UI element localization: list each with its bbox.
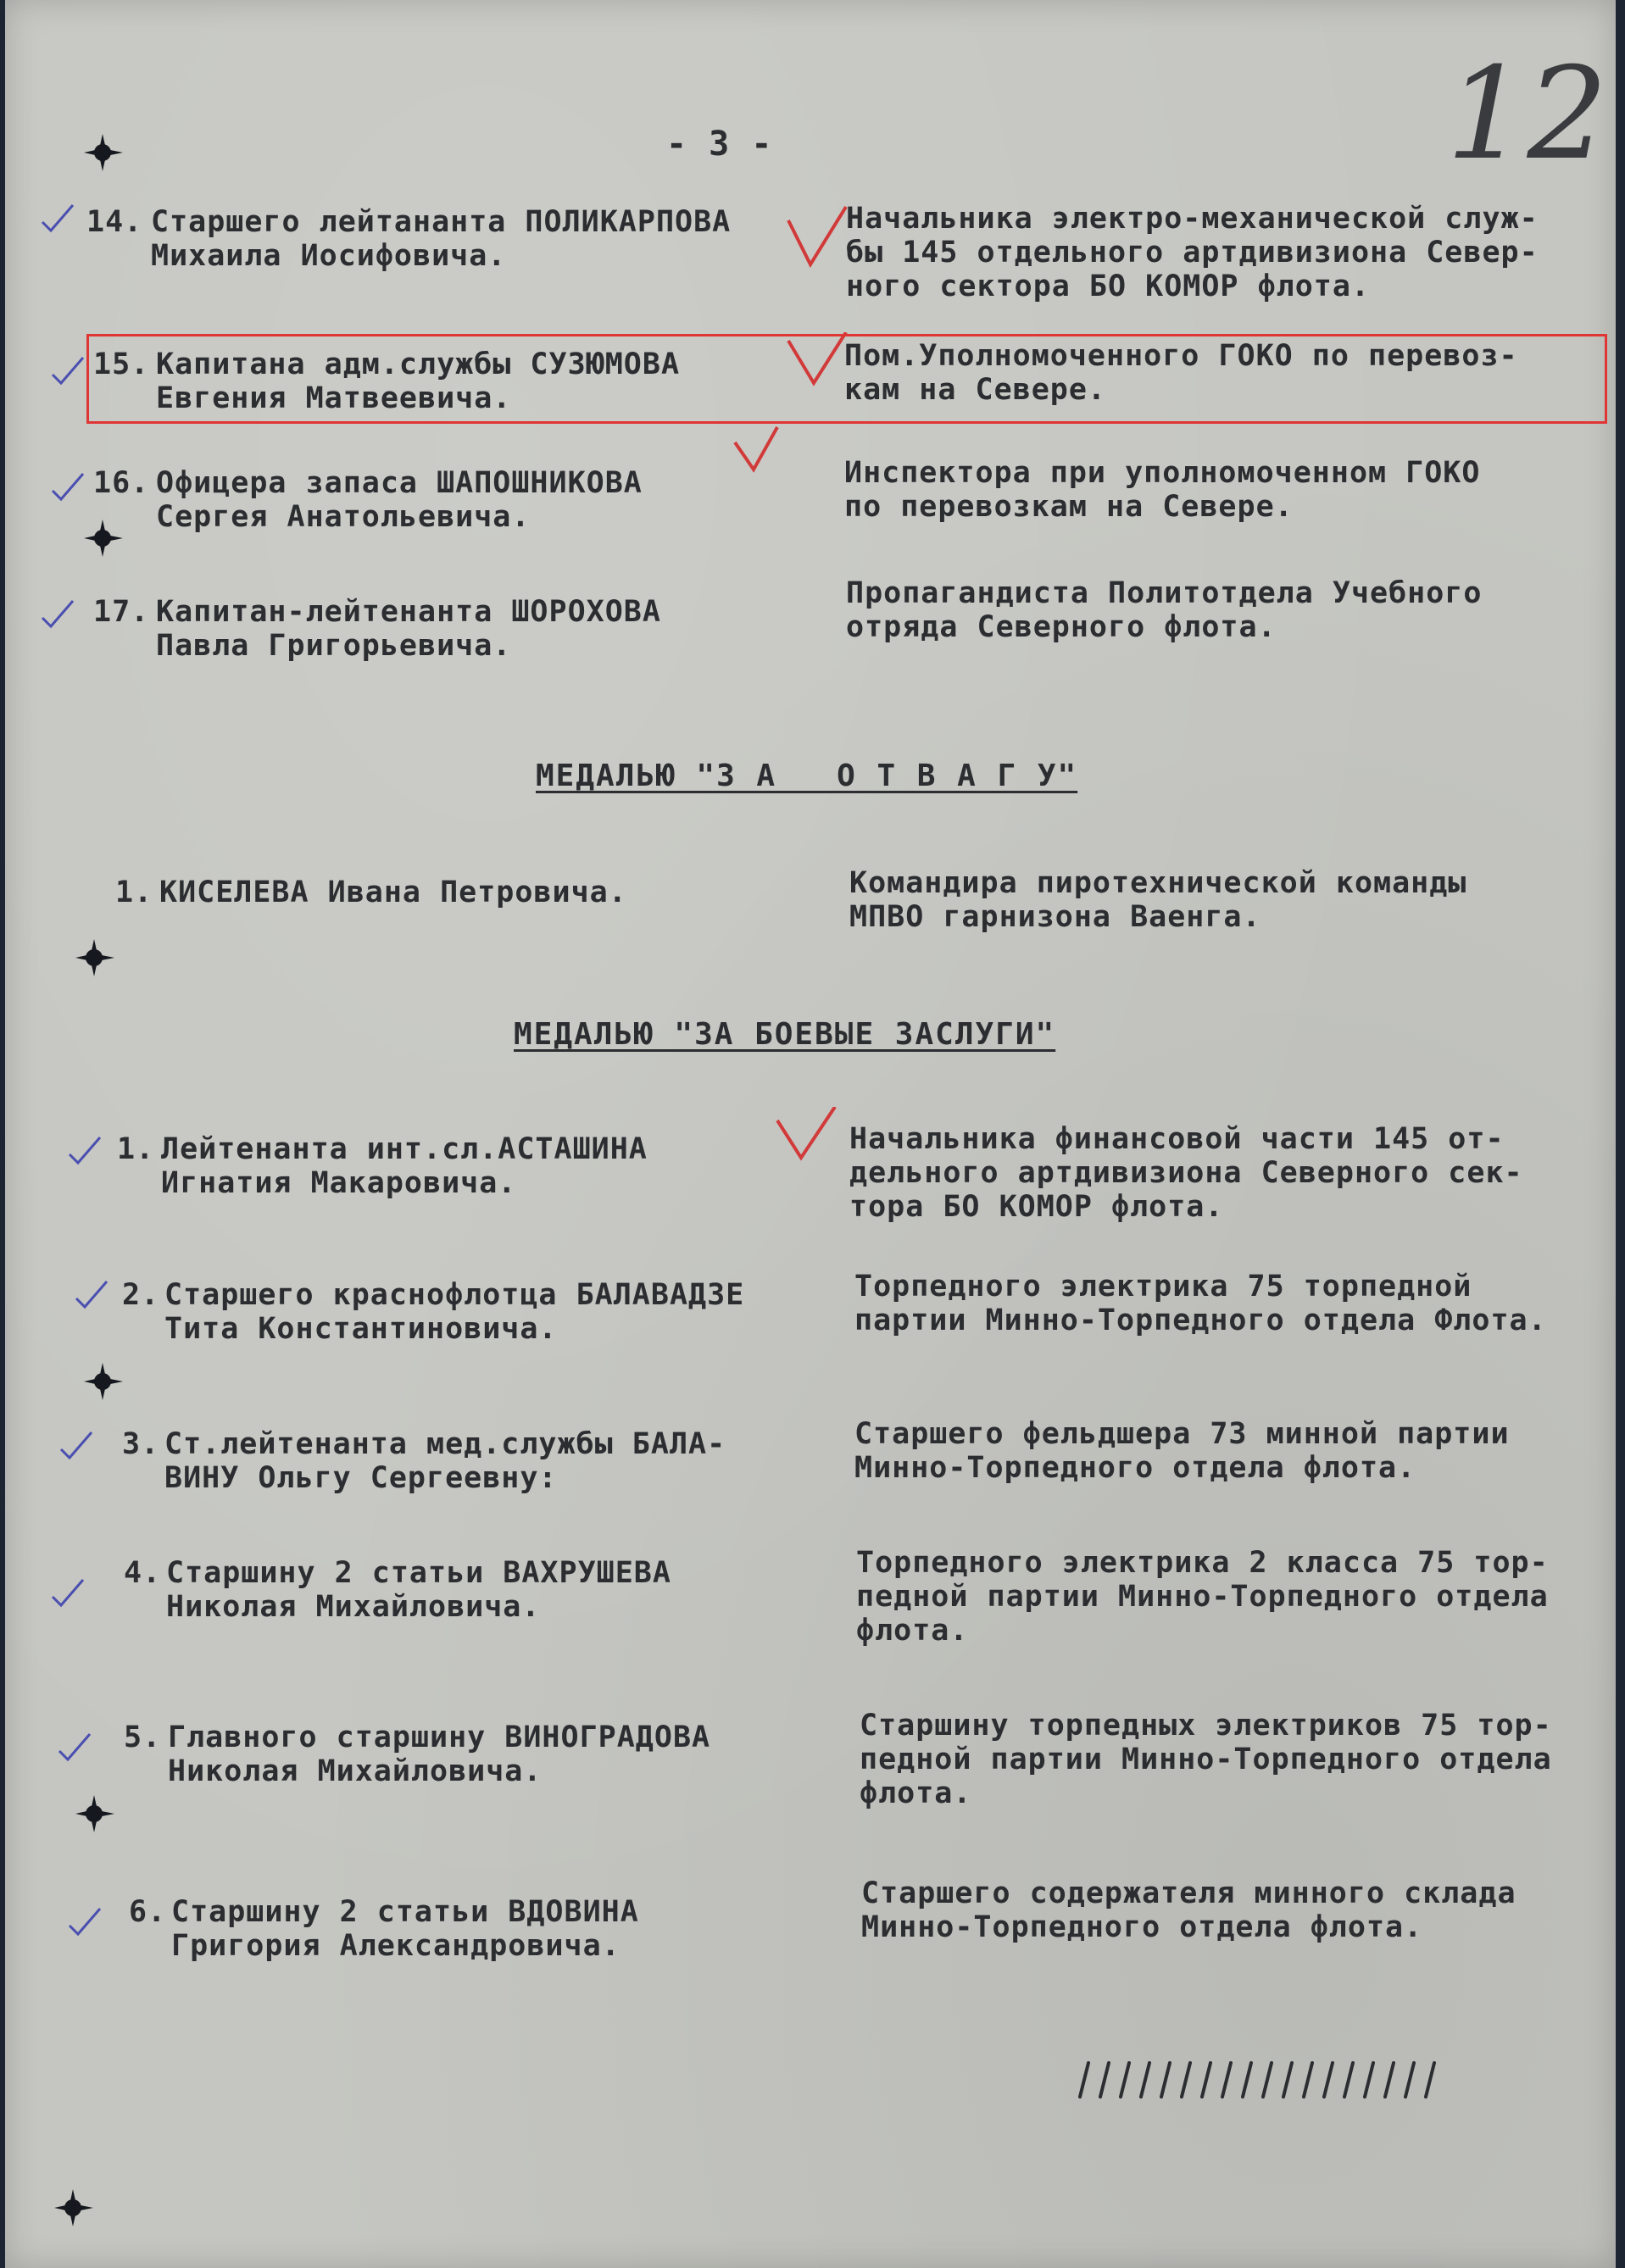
zaslugi-entry-1-position <box>849 1122 1523 1224</box>
red-check-icon <box>783 203 851 271</box>
zaslugi-entry-2-position <box>854 1270 1547 1337</box>
position-line: флота. <box>860 1776 972 1810</box>
position-line: Торпедного электрика 2 класса 75 тор- <box>856 1546 1549 1580</box>
position-line: Начальника электро-механической служ- <box>846 202 1539 236</box>
blue-check-icon <box>49 470 86 504</box>
entry-17-number: 17. <box>93 595 150 629</box>
entry-14-position <box>846 202 1539 303</box>
position-line: педной партии Минно-Торпедного отдела <box>860 1743 1552 1776</box>
position-line: Минно-Торпедного отдела флота. <box>854 1451 1416 1485</box>
blue-check-icon <box>39 202 76 236</box>
position-line: Командира пиротехнической команды <box>849 866 1467 900</box>
zaslugi-entry-4-number: 4. <box>124 1556 162 1590</box>
position-line: дельного артдивизиона Северного сек- <box>849 1156 1523 1190</box>
position-line: Пом.Уполномоченного ГОКО по перевоз- <box>844 339 1518 373</box>
name-line: Николая Михайловича. <box>168 1754 543 1788</box>
zaslugi-entry-5-position <box>860 1709 1552 1810</box>
blue-check-icon <box>73 1278 110 1312</box>
position-line: Начальника финансовой части 145 от- <box>849 1122 1505 1156</box>
position-line: кам на Севере. <box>844 373 1107 407</box>
blue-check-icon <box>66 1905 103 1939</box>
zaslugi-entry-4-position <box>856 1546 1549 1648</box>
name-line: ВИНУ Ольгу Сергеевну: <box>164 1461 558 1495</box>
otvaga-entry-1-number: 1. <box>115 876 153 909</box>
position-line: педной партии Минно-Торпедного отдела <box>856 1580 1549 1614</box>
punch-hole-icon <box>47 2182 98 2233</box>
name-line: Тита Константиновича. <box>164 1312 558 1346</box>
name-line: КИСЕЛЕВА Ивана Петровича. <box>159 876 627 909</box>
name-line: Капитан-лейтенанта ШОРОХОВА <box>156 595 661 629</box>
position-line: отряда Северного флота. <box>846 610 1277 644</box>
blue-check-icon <box>66 1134 103 1168</box>
position-line: Старшего содержателя минного склада <box>861 1876 1516 1910</box>
name-line: Старшего краснофлотца БАЛАВАДЗЕ <box>164 1278 745 1312</box>
red-check-icon <box>772 1107 840 1175</box>
name-line: Старшину 2 статьи ВАХРУШЕВА <box>166 1556 671 1590</box>
punch-hole-icon <box>77 513 128 564</box>
zaslugi-entry-1-name <box>161 1132 648 1200</box>
position-line: Минно-Торпедного отдела флота. <box>861 1910 1423 1944</box>
name-line: Григория Александровича. <box>171 1929 621 1963</box>
position-line: тора БО КОМОР флота. <box>849 1190 1224 1224</box>
name-line: Михаила Иосифовича. <box>151 239 507 273</box>
name-line: Старшего лейтананта ПОЛИКАРПОВА <box>151 205 732 239</box>
zaslugi-entry-6-number: 6. <box>129 1895 167 1929</box>
otvaga-entry-1-position <box>849 866 1466 934</box>
position-line: по перевозкам на Севере. <box>844 490 1294 524</box>
section-heading-zaslugi: МЕДАЛЬЮ "ЗА БОЕВЫЕ ЗАСЛУГИ" <box>514 1017 1056 1052</box>
punch-hole-icon <box>77 1356 128 1407</box>
zaslugi-entry-3-number: 3. <box>122 1427 160 1461</box>
entry-17-position <box>846 576 1482 644</box>
zaslugi-entry-3-name <box>164 1427 726 1495</box>
entry-14-name <box>151 205 731 273</box>
closing-hatch-marks <box>1073 2058 1455 2100</box>
punch-hole-icon <box>69 1788 120 1839</box>
name-line: Главного старшину ВИНОГРАДОВА <box>168 1720 711 1754</box>
entry-14-number: 14. <box>86 205 143 239</box>
zaslugi-entry-2-name <box>164 1278 744 1346</box>
section-heading-otvaga: МЕДАЛЬЮ "З А О Т В А Г У" <box>536 759 1078 793</box>
zaslugi-entry-2-number: 2. <box>122 1278 160 1312</box>
blue-check-icon <box>49 1576 86 1610</box>
position-line: Старшину торпедных электриков 75 тор- <box>860 1709 1552 1743</box>
entry-16-number: 16. <box>93 466 150 500</box>
position-line: Старшего фельдшера 73 минной партии <box>854 1417 1510 1451</box>
red-check-icon <box>730 422 798 490</box>
zaslugi-entry-6-name <box>171 1895 639 1963</box>
highlight-box <box>86 334 1607 424</box>
handwritten-page-number: 12 <box>1446 41 1608 188</box>
position-line: МПВО гарнизона Ваенга. <box>849 900 1261 934</box>
position-line: ного сектора БО КОМОР флота. <box>846 270 1371 303</box>
zaslugi-entry-5-name <box>168 1720 710 1788</box>
position-line: бы 145 отдельного артдивизиона Север- <box>846 236 1539 270</box>
zaslugi-entry-6-position <box>861 1876 1516 1944</box>
name-line: Ст.лейтенанта мед.службы БАЛА- <box>164 1427 726 1461</box>
name-line: Капитана адм.службы СУЗЮМОВА <box>156 347 681 381</box>
blue-check-icon <box>56 1731 93 1765</box>
blue-check-icon <box>49 354 86 388</box>
name-line: Старшину 2 статьи ВДОВИНА <box>171 1895 639 1929</box>
document-page <box>5 0 1616 2268</box>
position-line: Торпедного электрика 75 торпедной <box>854 1270 1472 1304</box>
name-line: Сергея Анатольевича. <box>156 500 531 534</box>
zaslugi-entry-4-name <box>166 1556 671 1624</box>
name-line: Евгения Матвеевича. <box>156 381 512 415</box>
otvaga-entry-1-name <box>159 876 627 909</box>
entry-16-position <box>844 456 1480 524</box>
zaslugi-entry-3-position <box>854 1417 1510 1485</box>
zaslugi-entry-1-number: 1. <box>117 1132 155 1166</box>
name-line: Лейтенанта инт.сл.АСТАШИНА <box>161 1132 648 1166</box>
name-line: Николая Михайловича. <box>166 1590 541 1624</box>
blue-check-icon <box>58 1429 95 1463</box>
name-line: Офицера запаса ШАПОШНИКОВА <box>156 466 643 500</box>
position-line: Инспектора при уполномоченном ГОКО <box>844 456 1481 490</box>
position-line: Пропагандиста Политотдела Учебного <box>846 576 1483 610</box>
name-line: Игнатия Макаровича. <box>161 1166 517 1200</box>
blue-check-icon <box>39 598 76 631</box>
punch-hole-icon <box>69 932 120 983</box>
entry-15-number: 15. <box>93 347 150 381</box>
entry-16-name <box>156 466 643 534</box>
page-number: - 3 - <box>666 125 773 164</box>
position-line: флота. <box>856 1614 969 1648</box>
entry-17-name <box>156 595 661 663</box>
name-line: Павла Григорьевича. <box>156 629 512 663</box>
punch-hole-icon <box>77 127 128 178</box>
zaslugi-entry-5-number: 5. <box>124 1720 162 1754</box>
position-line: партии Минно-Торпедного отдела Флота. <box>854 1304 1547 1337</box>
